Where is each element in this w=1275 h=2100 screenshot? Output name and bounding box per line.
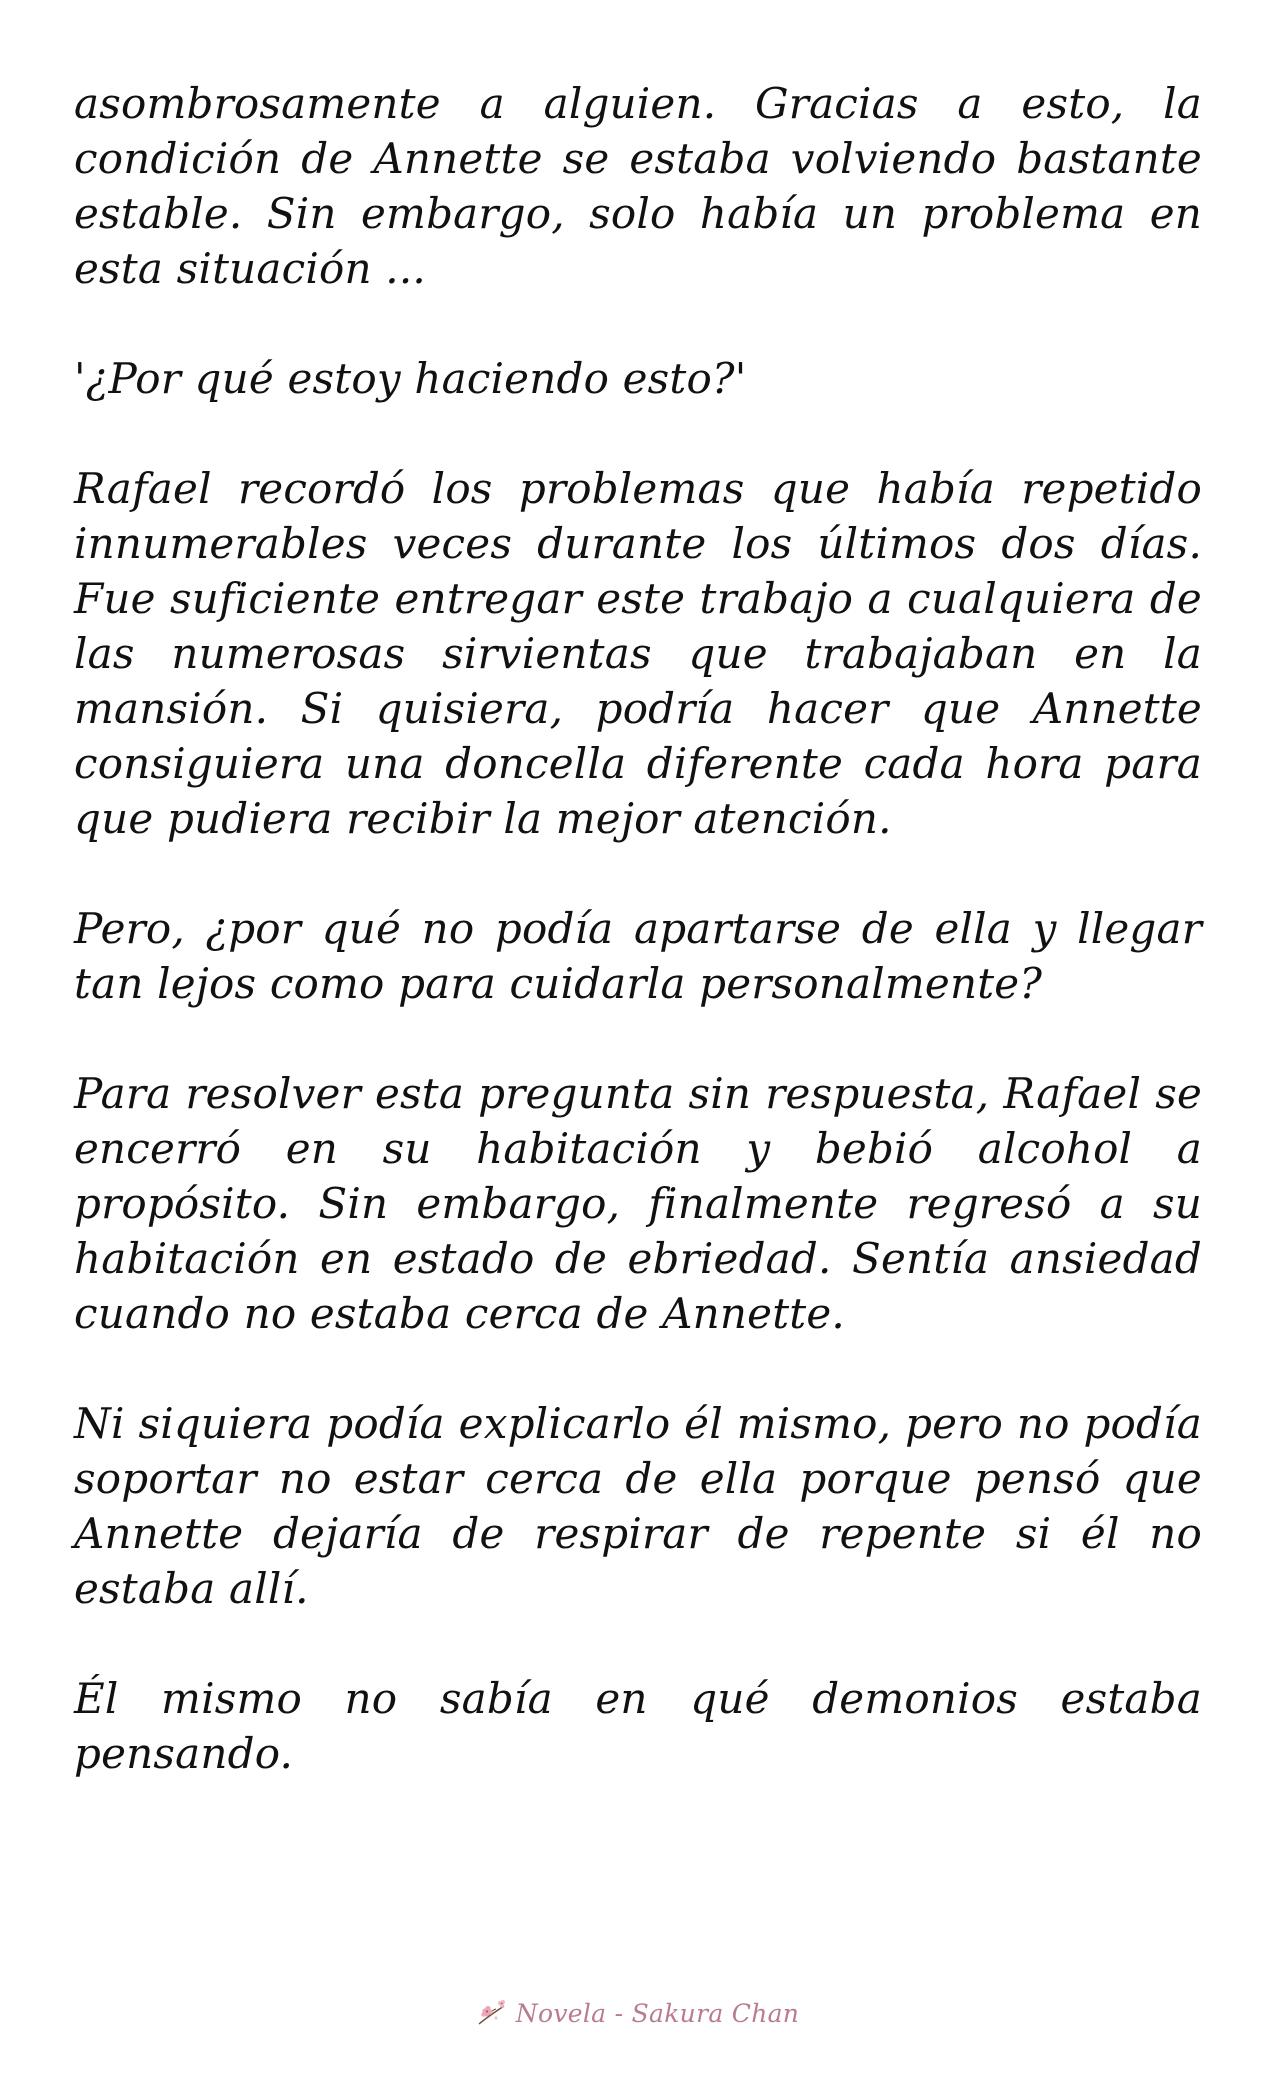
sakura-blossom-icon [476,1998,510,2028]
paragraph-2: '¿Por qué estoy haciendo esto?' [74,354,747,403]
footer-watermark [0,1993,1275,2033]
paragraph-3: Rafael recordó los problemas que había repetido innumerables veces durante los últimos dos días. Fue suficiente entregar este trabajo a cualquiera de las numerosas sirvientas que trabajaban en la mansión. Si quisiera, podría hacer que Annette consiguiera una doncella diferente cada hora para que pudiera recibir la mejor atención. [74,464,1202,843]
footer-watermark-inner [476,1998,799,2028]
paragraph-6: Ni siquiera podía explicarlo él mismo, pero no podía soportar no estar cerca de ella porque pensó que Annette dejaría de respirar de repente si él no estaba allí. [74,1399,1202,1613]
paragraph-4: Pero, ¿por qué no podía apartarse de ella y llegar tan lejos como para cuidarla personalmente? [74,904,1202,1008]
paragraph-1: asombrosamente a alguien. Gracias a esto, la condición de Annette se estaba volviendo bastante estable. Sin embargo, solo había un problema en esta situación ... [74,79,1202,293]
paragraph-5: Para resolver esta pregunta sin respuesta, Rafael se encerró en su habitación y bebió alcohol a propósito. Sin embargo, finalmente regresó a su habitación en estado de ebriedad. Sentía ansiedad cuando no estaba cerca de Annette. [74,1069,1202,1338]
paragraph-7: Él mismo no sabía en qué demonios estaba pensando. [74,1674,1202,1778]
footer-watermark-text: Novela - Sakura Chan [515,1998,800,2028]
text-column [74,76,1202,1781]
